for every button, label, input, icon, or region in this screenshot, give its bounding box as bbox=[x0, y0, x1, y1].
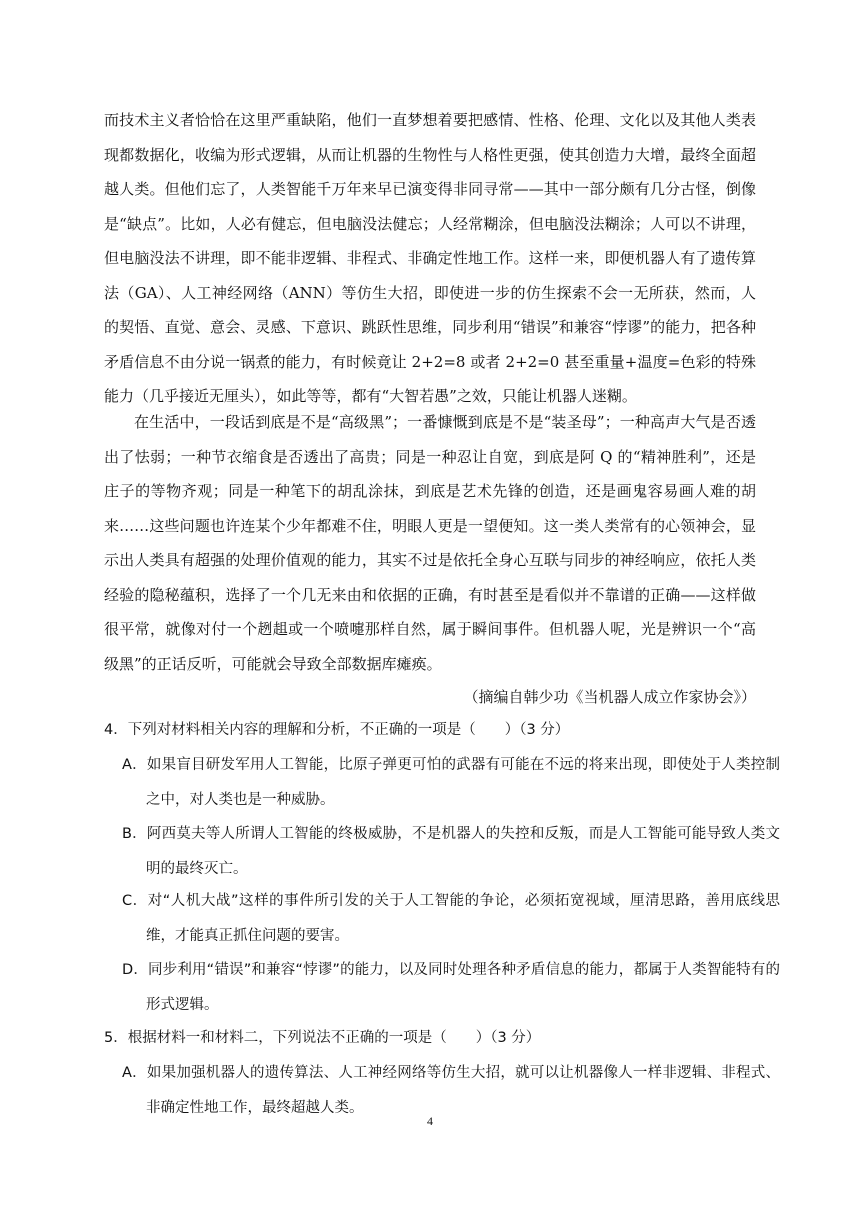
question-4-stem: 4．下列对材料相关内容的理解和分析，不正确的一项是（ ）（3 分） bbox=[104, 722, 570, 738]
question-4-option-b: B．阿西莫夫等人所谓人工智能的终极威胁，不是机器人的失控和反叛，而是人工智能可能导致人类文明的最终灭亡。 bbox=[122, 826, 780, 877]
page-number: 4 bbox=[427, 1114, 433, 1128]
passage-paragraph-1: 而技术主义者恰恰在这里严重缺陷，他们一直梦想着要把感情、性格、伦理、文化以及其他人类表现都数据化，收编为形式逻辑，从而让机器的生物性与人格性更强，使其创造力大增，最终全面超越人类。但他们忘了，人类智能千万年来早已演变得非同寻常——其中一部分颇有几分古怪，倒像是“缺点”。比如，人必有健忘，但电脑没法健忘；人经常糊涂，但电脑没法糊涂；人可以不讲理，但电脑没法不讲理，即不能非逻辑、非程式、非确定性地工作。这样一来，即便机器人有了遗传算法（GA）、人工神经网络（ANN）等仿生大招，即使进一步的仿生探索不会一无所获，然而，人的契悟、直觉、意会、灵感、下意识、跳跃性思维，同步利用“错误”和兼容“悖谬”的能力，把各种矛盾信息不由分说一锅煮的能力，有时候竟让 2+2=8 或者 2+2=0 甚至重量+温度=色彩的特殊能力（几乎接近无厘头），如此等等，都有“大智若愚”之效，只能让机器人迷糊。 bbox=[104, 111, 756, 405]
passage-source: （摘编自韩少功《当机器人成立作家协会》） bbox=[463, 688, 756, 706]
passage-paragraph-2: 在生活中，一段话到底是不是“高级黑”；一番慷慨到底是不是“装圣母”；一种高声大气是否透出了怯弱；一种节衣缩食是否透出了高贵；同是一种忍让自宽，到底是阿 Q 的“精神胜利”，还是庄子的等物齐观；同是一种笔下的胡乱涂抹，到底是艺术先锋的创造，还是画鬼容易画人难的胡来……这些问题也许连某个少年都难不住，明眼人更是一望便知。这一类人类常有的心领神会，显示出人类具有超强的处理价值观的能力，其实不过是依托全身心互联与同步的神经响应，依托人类经验的隐秘蕴积，选择了一个几无来由和依据的正确，有时甚至是看似并不靠谱的正确——这样做很平常，就像对付一个趔趄或一个喷嚏那样自然，属于瞬间事件。但机器人呢，光是辨识一个“高级黑”的正话反听，可能就会导致全部数据库瘫痪。 bbox=[104, 413, 756, 673]
question-5-option-a: A．如果加强机器人的遗传算法、人工神经网络等仿生大招，就可以让机器像人一样非逻辑、非程式、非确定性地工作，最终超越人类。 bbox=[122, 1065, 780, 1116]
question-4-option-c: C．对“人机大战”这样的事件所引发的关于人工智能的争论，必须拓宽视域，厘清思路，善用底线思维，才能真正抓住问题的要害。 bbox=[122, 893, 780, 944]
question-5-stem: 5．根据材料一和材料二，下列说法不正确的一项是（ ）（3 分） bbox=[104, 1030, 541, 1046]
question-4-option-a: A．如果盲目研发军用人工智能，比原子弹更可怕的武器有可能在不远的将来出现，即使处于人类控制之中，对人类也是一种威胁。 bbox=[122, 757, 780, 808]
question-4-option-d: D．同步利用“错误”和兼容“悖谬”的能力，以及同时处理各种矛盾信息的能力，都属于人类智能特有的形式逻辑。 bbox=[122, 962, 780, 1013]
